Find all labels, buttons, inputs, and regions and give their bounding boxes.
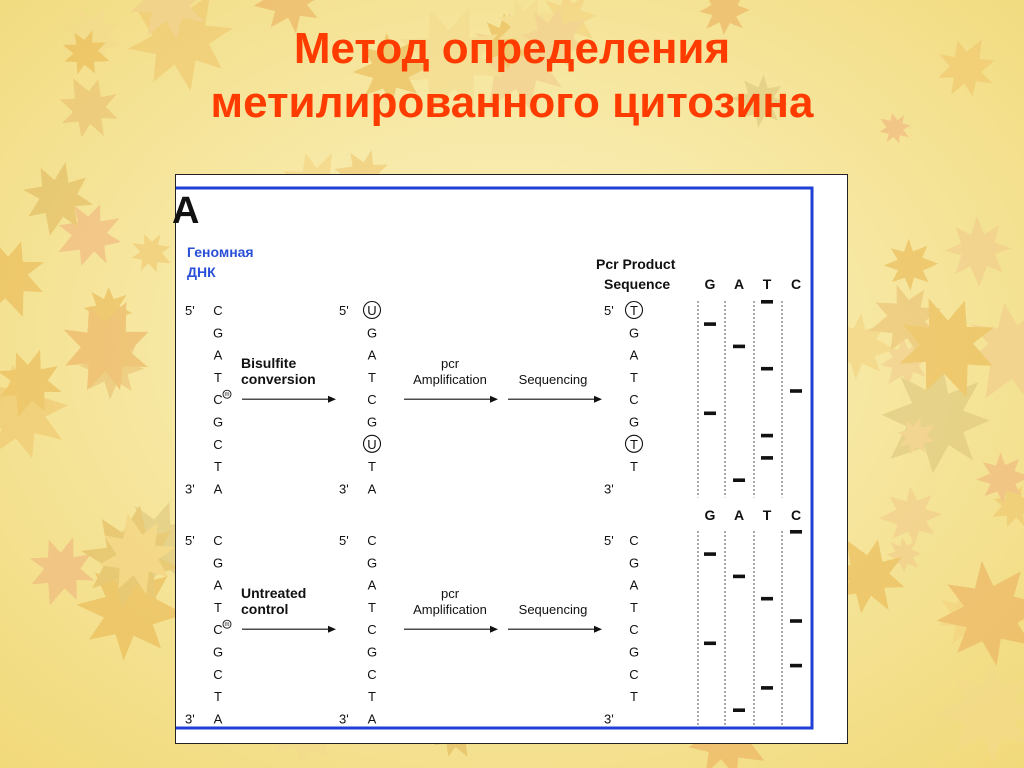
control-gel-band-T xyxy=(761,597,773,601)
gel-bottom-lane-G: G xyxy=(704,507,716,523)
treated-gel-band-C xyxy=(790,389,802,393)
treated-copy-base: C xyxy=(367,392,377,408)
treated-copy-base: A xyxy=(367,347,377,363)
treated-copy-base: A xyxy=(367,481,377,497)
control-copy-base: T xyxy=(368,599,376,615)
treated-gel-band-G xyxy=(704,412,716,416)
slide-title xyxy=(0,22,1024,130)
control-step1-line-1: Untreated xyxy=(241,584,307,601)
panel-label: A xyxy=(172,190,200,232)
treated-product-base: T xyxy=(630,369,638,385)
control-gel-band-C xyxy=(790,619,802,623)
treated-product-base: T xyxy=(630,459,638,475)
control-copy-5prime: 5' xyxy=(339,533,349,548)
control-gel-band-T xyxy=(761,686,773,690)
control-genomic-base: A xyxy=(213,577,223,593)
treated-copy-5prime: 5' xyxy=(339,303,349,318)
control-gel-band-G xyxy=(704,552,716,556)
control-product-base: T xyxy=(630,599,638,615)
control-product-base: C xyxy=(629,533,639,548)
control-genomic-base: A xyxy=(213,711,223,727)
pcr-product-label-line-2: Sequence xyxy=(604,276,671,292)
control-gel-band-A xyxy=(733,575,745,579)
treated-copy-base: T xyxy=(368,369,376,385)
treated-gel-band-T xyxy=(761,300,773,304)
control-genomic-5prime: 5' xyxy=(185,533,195,548)
treated-step1-line-2: conversion xyxy=(241,370,316,387)
control-copy-base: T xyxy=(368,689,376,705)
treated-gel-band-T xyxy=(761,456,773,460)
treated-step1-arrow-head xyxy=(328,396,336,403)
control-step2-line-2: Amplification xyxy=(413,601,487,617)
control-genomic-3prime: 3' xyxy=(185,711,195,727)
gel-top-lane-C: C xyxy=(790,276,802,292)
control-copy-base: G xyxy=(366,555,378,571)
treated-copy-base: T xyxy=(368,459,376,475)
control-copy-base: A xyxy=(367,711,377,727)
control-step3-arrow-head xyxy=(594,626,602,633)
control-copy-base: G xyxy=(366,644,378,660)
treated-product-5prime: 5' xyxy=(604,303,614,318)
treated-product-base: T xyxy=(630,436,638,452)
control-methyl-mark-text: m xyxy=(224,622,230,629)
control-gel-band-C xyxy=(790,664,802,668)
control-step1-line-2: control xyxy=(241,600,289,617)
control-copy-base: A xyxy=(367,577,377,593)
treated-methyl-mark-text: m xyxy=(224,392,230,399)
bisulfite-diagram-panel xyxy=(172,174,848,744)
treated-copy-base: U xyxy=(367,303,377,318)
treated-genomic-base: A xyxy=(213,347,223,363)
control-genomic-base: T xyxy=(214,599,222,615)
control-gel-band-C xyxy=(790,530,802,534)
treated-gel-band-A xyxy=(733,345,745,349)
control-gel-band-G xyxy=(704,642,716,646)
treated-step2-line-2: Amplification xyxy=(413,371,487,387)
treated-genomic-3prime: 3' xyxy=(185,481,195,497)
control-genomic-base: C xyxy=(213,533,223,548)
treated-step2-line-1: pcr xyxy=(440,355,460,371)
treated-product-base: C xyxy=(629,392,639,408)
treated-genomic-base: C xyxy=(213,392,223,408)
treated-copy-base: U xyxy=(367,436,377,452)
control-product-base: G xyxy=(628,644,640,660)
gel-bottom-lane-C: C xyxy=(790,507,802,523)
treated-copy-base: G xyxy=(366,414,378,430)
slide-title-line-1: Метод определения xyxy=(293,24,731,73)
control-genomic-base: C xyxy=(213,666,223,682)
control-product-3prime: 3' xyxy=(604,711,614,727)
control-copy-base: C xyxy=(367,533,377,548)
gel-top-lane-G: G xyxy=(704,276,716,292)
control-copy-3prime: 3' xyxy=(339,711,349,727)
control-product-base: T xyxy=(630,689,638,705)
treated-genomic-base: G xyxy=(212,325,224,341)
control-copy-base: C xyxy=(367,622,377,638)
control-step1-arrow-head xyxy=(328,626,336,633)
control-genomic-base: G xyxy=(212,644,224,660)
control-product-5prime: 5' xyxy=(604,533,614,548)
control-step3-label: Sequencing xyxy=(518,601,588,617)
genomic-dna-label-line-2: ДНК xyxy=(187,264,216,280)
treated-genomic-5prime: 5' xyxy=(185,303,195,318)
treated-step2-arrow-head xyxy=(490,396,498,403)
control-step2-arrow-head xyxy=(490,626,498,633)
treated-gel-band-A xyxy=(733,478,745,482)
gel-top-lane-T: T xyxy=(762,276,772,292)
slide-title-line-2: метилированного цитозина xyxy=(210,78,814,127)
treated-product-base: G xyxy=(628,414,640,430)
control-product-base: C xyxy=(629,666,639,682)
treated-product-base: G xyxy=(628,325,640,341)
treated-step3-arrow-head xyxy=(594,396,602,403)
pcr-product-label-line-1: Pcr Product xyxy=(596,256,676,272)
treated-step1-line-1: Bisulfite xyxy=(241,354,297,371)
control-copy-base: C xyxy=(367,666,377,682)
control-product-base: A xyxy=(629,577,639,593)
treated-gel-band-T xyxy=(761,434,773,438)
control-step2-line-1: pcr xyxy=(440,585,460,601)
genomic-dna-label-line-1: Геномная xyxy=(187,244,254,260)
gel-bottom-lane-A: A xyxy=(733,507,745,523)
gel-bottom-lane-T: T xyxy=(762,507,772,523)
treated-step3-label: Sequencing xyxy=(518,371,588,387)
control-genomic-base: T xyxy=(214,689,222,705)
treated-genomic-base: C xyxy=(213,436,223,452)
treated-product-base: T xyxy=(630,303,638,318)
bisulfite-sequencing-diagram xyxy=(172,175,849,745)
treated-genomic-base: T xyxy=(214,369,222,385)
treated-gel-band-G xyxy=(704,322,716,326)
control-gel-band-A xyxy=(733,708,745,712)
control-product-base: C xyxy=(629,622,639,638)
treated-copy-base: G xyxy=(366,325,378,341)
gel-top-lane-A: A xyxy=(733,276,745,292)
control-genomic-base: C xyxy=(213,622,223,638)
treated-genomic-base: T xyxy=(214,459,222,475)
control-genomic-base: G xyxy=(212,555,224,571)
treated-copy-3prime: 3' xyxy=(339,481,349,497)
blue-frame xyxy=(176,188,812,728)
treated-product-base: A xyxy=(629,347,639,363)
control-product-base: G xyxy=(628,555,640,571)
treated-gel-band-T xyxy=(761,367,773,371)
treated-genomic-base: G xyxy=(212,414,224,430)
treated-genomic-base: A xyxy=(213,481,223,497)
treated-product-3prime: 3' xyxy=(604,481,614,497)
treated-genomic-base: C xyxy=(213,303,223,318)
